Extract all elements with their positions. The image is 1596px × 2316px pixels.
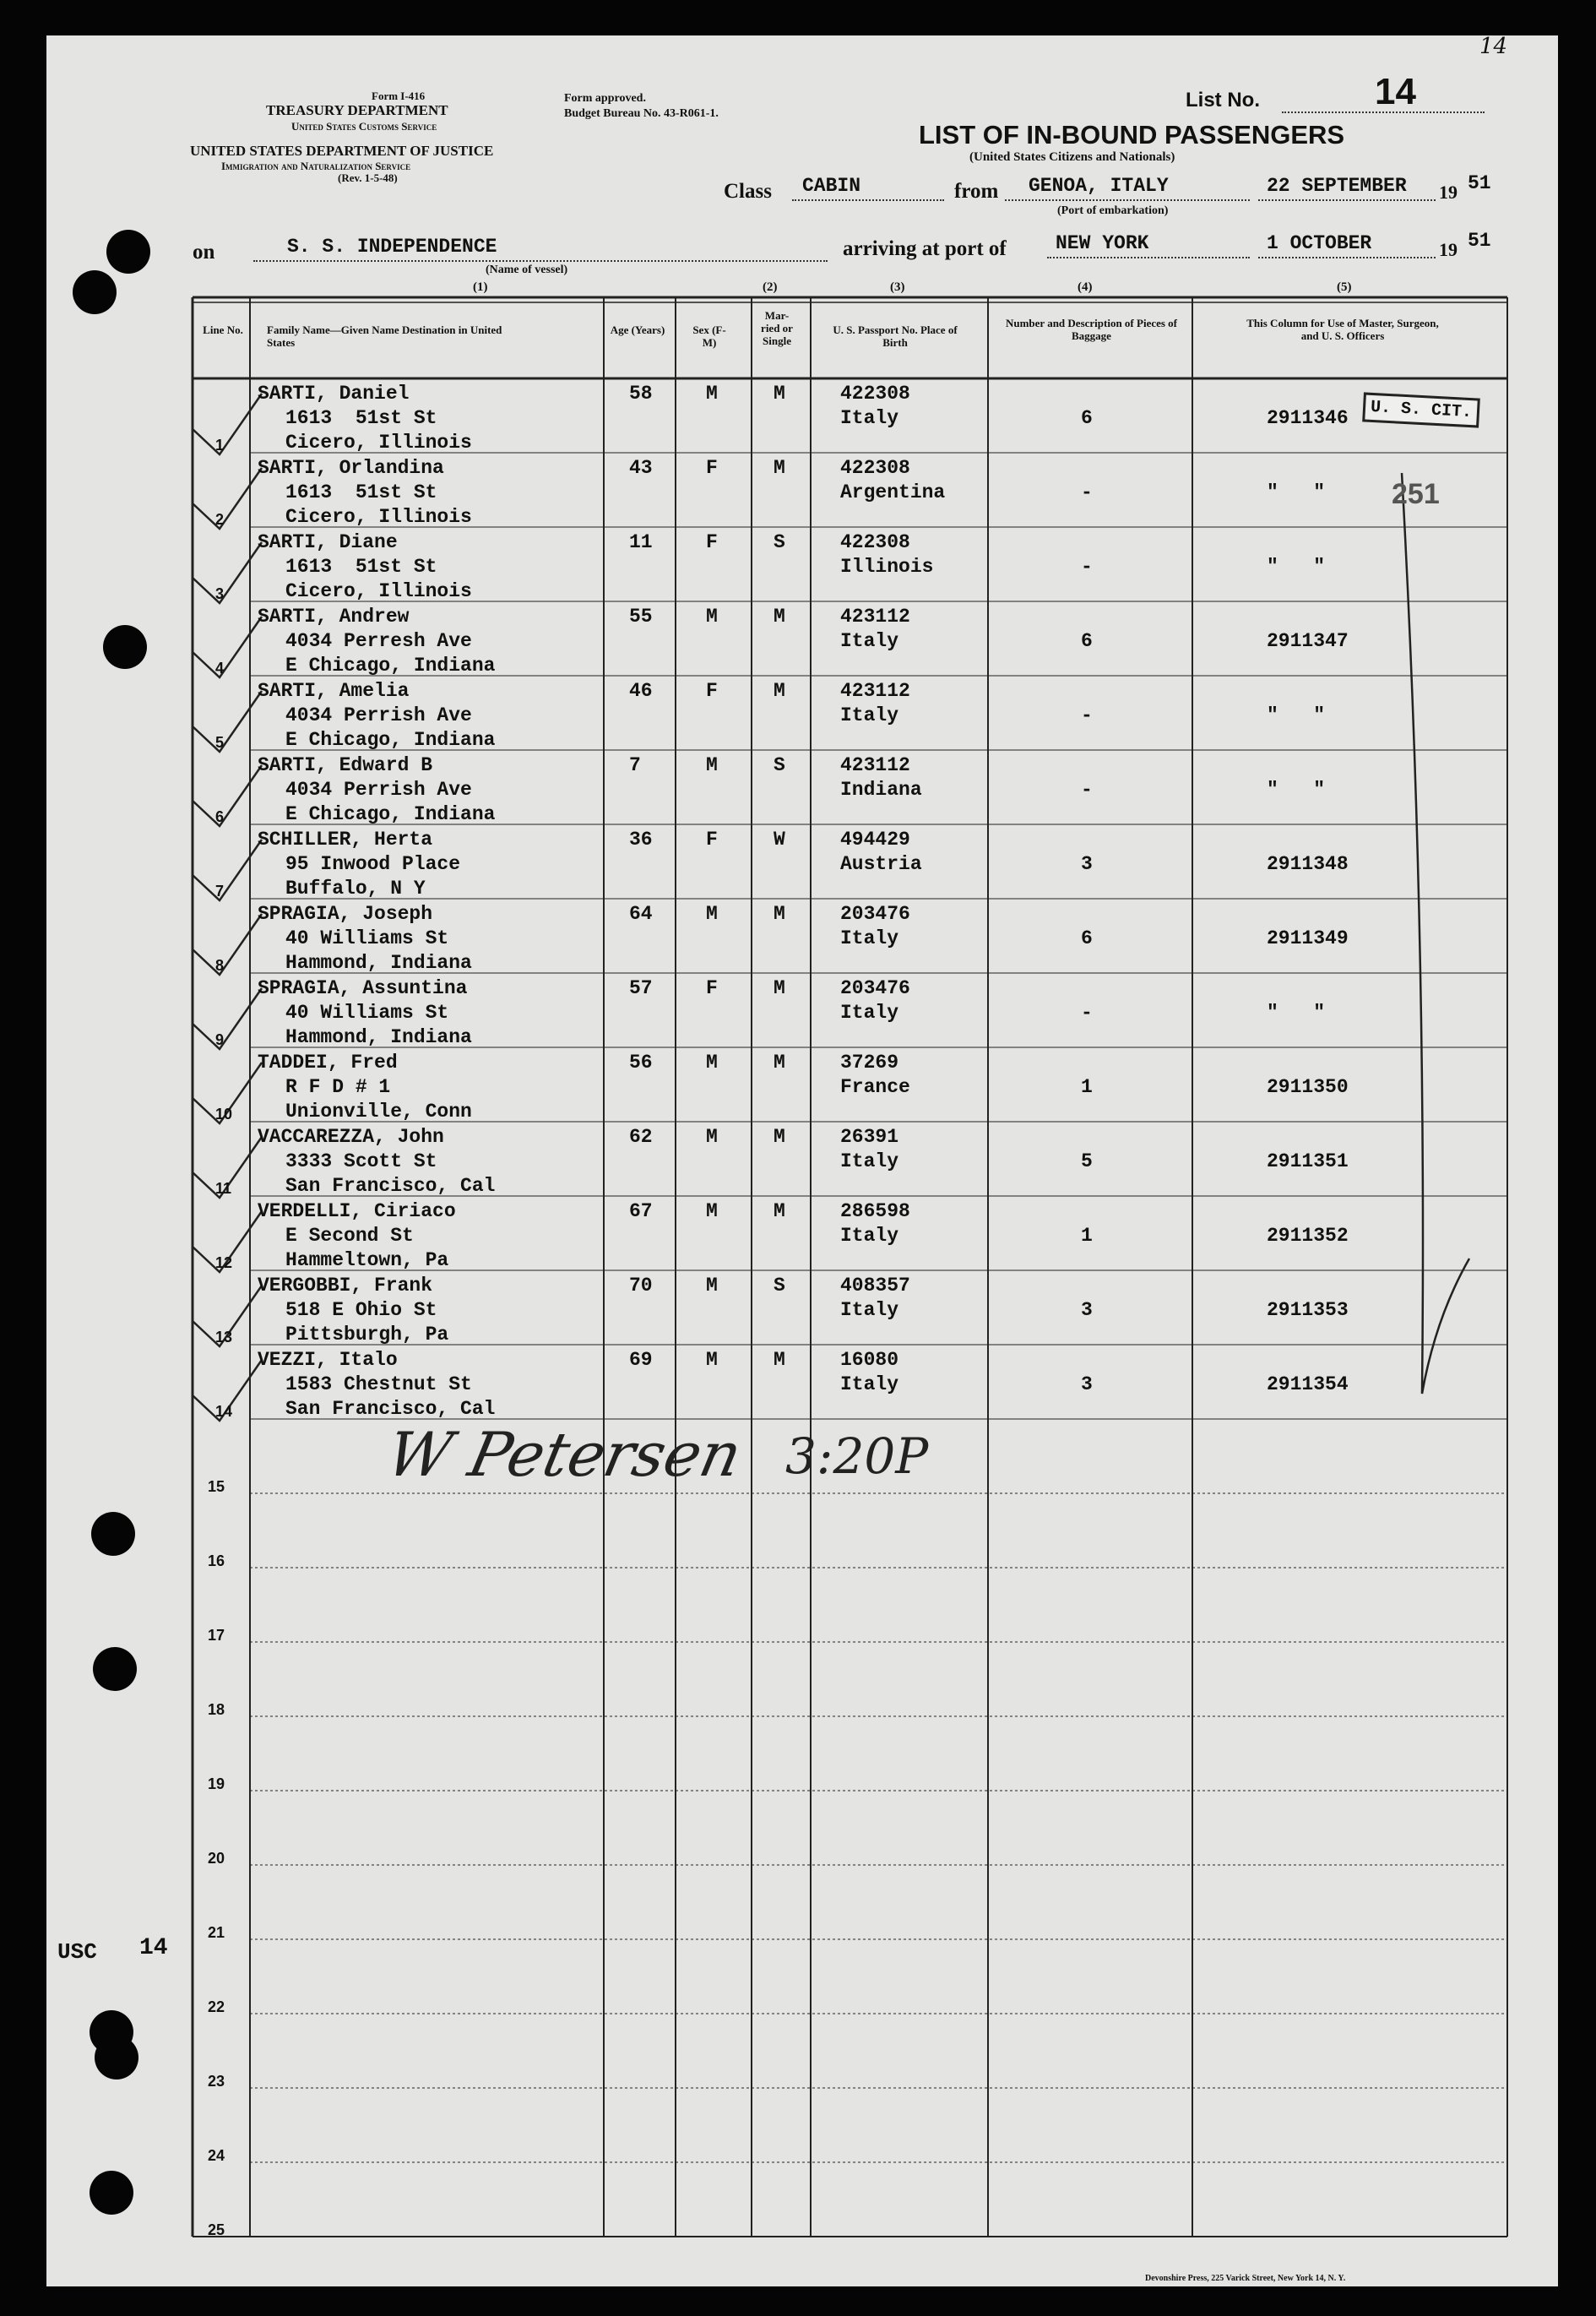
line-number: 6 — [215, 808, 225, 825]
port-value: NEW YORK — [1056, 232, 1149, 254]
passenger-sex: M — [706, 754, 718, 776]
col-header-baggage: Number and Description of Pieces of Baggage — [1005, 317, 1178, 342]
destination-city: E Chicago, Indiana — [285, 655, 496, 677]
col-number-2: (2) — [763, 280, 778, 294]
check-mark — [193, 468, 262, 529]
passenger-age: 58 — [629, 383, 653, 405]
passenger-age: 69 — [629, 1349, 653, 1371]
place-of-birth: Italy — [840, 704, 899, 726]
passenger-age: 67 — [629, 1200, 653, 1222]
passenger-name: VERDELLI, Ciriaco — [258, 1200, 456, 1222]
passport-number: 286598 — [840, 1200, 910, 1222]
line-number: 11 — [215, 1180, 232, 1197]
passenger-sex: M — [706, 1349, 718, 1371]
destination-street: 1613 51st St — [285, 556, 437, 578]
officer-number: 2911354 — [1267, 1373, 1349, 1395]
line-number: 13 — [215, 1329, 233, 1346]
side-label: USC — [57, 1939, 97, 1965]
place-of-birth: Italy — [840, 630, 899, 652]
place-of-birth: Italy — [840, 927, 899, 949]
col-number-4: (4) — [1078, 280, 1093, 294]
officer-number: 2911350 — [1267, 1076, 1349, 1098]
from-value: GENOA, ITALY — [1029, 175, 1169, 197]
destination-city: Pittsburgh, Pa — [285, 1324, 449, 1346]
destination-city: Cicero, Illinois — [285, 580, 472, 602]
destination-city: Unionville, Conn — [285, 1101, 472, 1123]
passenger-sex: F — [706, 531, 718, 553]
officer-number: " " — [1267, 481, 1326, 503]
col-header-name: Family Name—Given Name Destination in United States — [267, 323, 502, 349]
destination-street: 4034 Perresh Ave — [285, 630, 472, 652]
list-no-label: List No. — [1186, 89, 1260, 111]
place-of-birth: Italy — [840, 1002, 899, 1024]
side-number: 14 — [139, 1935, 168, 1961]
from-label: from — [954, 180, 999, 203]
line-number: 16 — [208, 1552, 225, 1569]
baggage-count: 3 — [1081, 1373, 1093, 1395]
passport-number: 422308 — [840, 531, 910, 553]
passenger-sex: F — [706, 457, 718, 479]
place-of-birth: Austria — [840, 853, 922, 875]
check-mark — [193, 914, 262, 975]
line-number: 9 — [215, 1031, 225, 1048]
destination-street: 1613 51st St — [285, 407, 437, 429]
year2-value: 51 — [1468, 230, 1491, 252]
baggage-count: 5 — [1081, 1150, 1093, 1172]
officer-number: 2911353 — [1267, 1299, 1349, 1321]
place-of-birth: Italy — [840, 1373, 899, 1395]
marital-status: M — [774, 903, 785, 925]
place-of-birth: France — [840, 1076, 910, 1098]
col-number-1: (1) — [473, 280, 488, 294]
review-stroke — [1402, 473, 1469, 1394]
form-revision: (Rev. 1-5-48) — [338, 171, 398, 184]
line-number: 10 — [215, 1106, 233, 1123]
destination-street: 4034 Perrish Ave — [285, 779, 472, 801]
line-number: 20 — [208, 1850, 225, 1867]
passenger-sex: M — [706, 1275, 718, 1297]
class-label: Class — [724, 180, 772, 203]
check-mark — [193, 394, 262, 454]
passenger-sex: M — [706, 1052, 718, 1074]
passenger-name: VACCAREZZA, John — [258, 1126, 444, 1148]
destination-city: E Chicago, Indiana — [285, 803, 496, 825]
passenger-age: 46 — [629, 680, 653, 702]
marital-status: S — [774, 754, 785, 776]
marital-status: M — [774, 1200, 785, 1222]
place-of-birth: Italy — [840, 407, 899, 429]
destination-city: Hammond, Indiana — [285, 1026, 472, 1048]
passenger-age: 70 — [629, 1275, 653, 1297]
signature-time: 3:20P — [785, 1427, 929, 1485]
line-number: 17 — [208, 1627, 225, 1644]
class-value: CABIN — [802, 175, 861, 197]
destination-city: E Chicago, Indiana — [285, 729, 496, 751]
passport-number: 494429 — [840, 829, 910, 851]
destination-city: San Francisco, Cal — [285, 1175, 496, 1197]
passenger-name: SPRAGIA, Assuntina — [258, 977, 468, 999]
col-header-married: Mar-ried or Single — [761, 309, 793, 347]
passenger-age: 11 — [629, 531, 653, 553]
officer-number: 2911347 — [1267, 630, 1349, 652]
baggage-count: 6 — [1081, 407, 1093, 429]
officer-number: 2911348 — [1267, 853, 1349, 875]
line-number: 25 — [208, 2221, 225, 2238]
vessel-value: S. S. INDEPENDENCE — [287, 236, 497, 258]
line-number: 21 — [208, 1924, 225, 1941]
page-subtitle: (United States Citizens and Nationals) — [969, 150, 1175, 164]
passport-number: 422308 — [840, 383, 910, 405]
passport-number: 203476 — [840, 977, 910, 999]
passenger-sex: M — [706, 606, 718, 628]
stamp-number: 251 — [1392, 478, 1440, 510]
baggage-count: 6 — [1081, 927, 1093, 949]
passenger-name: VEZZI, Italo — [258, 1349, 398, 1371]
baggage-count: 1 — [1081, 1225, 1093, 1247]
baggage-count: 1 — [1081, 1076, 1093, 1098]
line-number: 12 — [215, 1254, 233, 1271]
check-mark — [193, 988, 262, 1049]
marital-status: M — [774, 680, 785, 702]
passport-number: 423112 — [840, 680, 910, 702]
baggage-count: 6 — [1081, 630, 1093, 652]
year1-value: 51 — [1468, 172, 1491, 194]
check-mark — [193, 542, 262, 603]
baggage-count: - — [1081, 704, 1093, 726]
line-number: 14 — [215, 1403, 233, 1420]
marital-status: W — [774, 829, 785, 851]
officer-number: 2911346 — [1267, 407, 1349, 429]
page-title: LIST OF IN-BOUND PASSENGERS — [919, 120, 1345, 150]
passenger-age: 56 — [629, 1052, 653, 1074]
marital-status: M — [774, 977, 785, 999]
place-of-birth: Italy — [840, 1150, 899, 1172]
place-of-birth: Argentina — [840, 481, 946, 503]
baggage-count: - — [1081, 556, 1093, 578]
on-label: on — [193, 241, 215, 264]
passenger-sex: M — [706, 383, 718, 405]
budget-bureau: Budget Bureau No. 43-R061-1. — [564, 107, 719, 120]
passenger-name: SARTI, Edward B — [258, 754, 433, 776]
passport-number: 16080 — [840, 1349, 899, 1371]
line-number: 23 — [208, 2073, 225, 2090]
passenger-age: 57 — [629, 977, 653, 999]
line-number: 2 — [215, 511, 225, 528]
line-number: 1 — [215, 437, 225, 454]
check-mark — [193, 617, 262, 677]
passenger-sex: M — [706, 1126, 718, 1148]
line-number: 5 — [215, 734, 225, 751]
passenger-age: 64 — [629, 903, 653, 925]
col-header-officers: This Column for Use of Master, Surgeon, and U. S. Officers — [1246, 317, 1439, 342]
form-number: Form I-416 — [372, 90, 426, 102]
check-mark — [193, 691, 262, 752]
col-header-line: Line No. — [203, 323, 243, 336]
officer-number: " " — [1267, 556, 1326, 578]
destination-street: 1583 Chestnut St — [285, 1373, 472, 1395]
passenger-age: 36 — [629, 829, 653, 851]
place-of-birth: Italy — [840, 1225, 899, 1247]
passenger-name: SARTI, Diane — [258, 531, 398, 553]
passport-number: 37269 — [840, 1052, 899, 1074]
line-number: 3 — [215, 585, 225, 602]
officer-number: 2911352 — [1267, 1225, 1349, 1247]
baggage-count: 3 — [1081, 1299, 1093, 1321]
passenger-age: 7 — [629, 754, 641, 776]
line-number: 8 — [215, 957, 225, 974]
baggage-count: - — [1081, 1002, 1093, 1024]
line-number: 4 — [215, 660, 225, 677]
passport-number: 26391 — [840, 1126, 899, 1148]
destination-city: Hammond, Indiana — [285, 952, 472, 974]
inspector-signature: W Petersen — [381, 1419, 748, 1490]
dept-name: TREASURY DEPARTMENT — [266, 102, 448, 118]
baggage-count: - — [1081, 481, 1093, 503]
passport-number: 423112 — [840, 754, 910, 776]
passport-number: 408357 — [840, 1275, 910, 1297]
year1-prefix: 19 — [1439, 182, 1458, 203]
passenger-name: SARTI, Daniel — [258, 383, 410, 405]
destination-street: R F D # 1 — [285, 1076, 391, 1098]
place-of-birth: Italy — [840, 1299, 899, 1321]
list-no-value: 14 — [1375, 71, 1416, 112]
col-header-age: Age (Years) — [610, 323, 665, 336]
passenger-sex: F — [706, 680, 718, 702]
destination-street: 4034 Perrish Ave — [285, 704, 472, 726]
passport-number: 422308 — [840, 457, 910, 479]
passenger-age: 55 — [629, 606, 653, 628]
marital-status: M — [774, 383, 785, 405]
justice-dept: UNITED STATES DEPARTMENT OF JUSTICE — [190, 143, 494, 159]
passenger-sex: M — [706, 1200, 718, 1222]
baggage-count: - — [1081, 779, 1093, 801]
passenger-sex: M — [706, 903, 718, 925]
marital-status: M — [774, 1052, 785, 1074]
passenger-name: SARTI, Amelia — [258, 680, 410, 702]
marital-status: M — [774, 606, 785, 628]
passenger-sex: F — [706, 829, 718, 851]
passenger-name: SCHILLER, Herta — [258, 829, 433, 851]
line-number: 22 — [208, 1998, 225, 2015]
officer-number: " " — [1267, 779, 1326, 801]
line-number: 19 — [208, 1775, 225, 1792]
passenger-name: VERGOBBI, Frank — [258, 1275, 433, 1297]
us-cit-stamp: U. S. CIT. — [1362, 392, 1480, 427]
marital-status: S — [774, 531, 785, 553]
arriving-label: arriving at port of — [843, 237, 1007, 260]
line-number: 18 — [208, 1701, 225, 1718]
passenger-age: 43 — [629, 457, 653, 479]
embark-label: (Port of embarkation) — [1057, 204, 1169, 217]
passenger-name: TADDEI, Fred — [258, 1052, 398, 1074]
destination-street: 518 E Ohio St — [285, 1299, 437, 1321]
corner-mark: 14 — [1479, 34, 1508, 59]
officer-number: 2911351 — [1267, 1150, 1349, 1172]
check-mark — [193, 765, 262, 826]
printer-imprint: Devonshire Press, 225 Varick Street, New York 14, N. Y. — [1145, 2274, 1346, 2283]
passenger-age: 62 — [629, 1126, 653, 1148]
passenger-name: SARTI, Andrew — [258, 606, 410, 628]
destination-city: Cicero, Illinois — [285, 506, 472, 528]
officer-number: 2911349 — [1267, 927, 1349, 949]
marital-status: M — [774, 1349, 785, 1371]
ins-name: Immigration and Naturalization Service — [221, 160, 411, 172]
destination-street: 40 Williams St — [285, 927, 449, 949]
officer-number: " " — [1267, 1002, 1326, 1024]
destination-street: 95 Inwood Place — [285, 853, 461, 875]
destination-street: E Second St — [285, 1225, 414, 1247]
form-approved: Form approved. — [564, 92, 646, 105]
officer-number: " " — [1267, 704, 1326, 726]
date1-value: 22 SEPTEMBER — [1267, 175, 1407, 197]
marital-status: M — [774, 1126, 785, 1148]
destination-city: Cicero, Illinois — [285, 432, 472, 454]
passport-number: 423112 — [840, 606, 910, 628]
line-number: 24 — [208, 2147, 225, 2164]
col-number-3: (3) — [890, 280, 905, 294]
vessel-label: (Name of vessel) — [486, 264, 568, 276]
year2-prefix: 19 — [1439, 239, 1458, 260]
customs-service: United States Customs Service — [291, 120, 437, 133]
marital-status: M — [774, 457, 785, 479]
check-mark — [193, 840, 262, 900]
passenger-name: SARTI, Orlandina — [258, 457, 444, 479]
col-number-5: (5) — [1337, 280, 1352, 294]
date2-value: 1 OCTOBER — [1267, 232, 1372, 254]
destination-street: 1613 51st St — [285, 481, 437, 503]
place-of-birth: Indiana — [840, 779, 922, 801]
marital-status: S — [774, 1275, 785, 1297]
line-number: 15 — [208, 1478, 225, 1495]
passport-number: 203476 — [840, 903, 910, 925]
destination-street: 40 Williams St — [285, 1002, 449, 1024]
passenger-name: SPRAGIA, Joseph — [258, 903, 433, 925]
passenger-sex: F — [706, 977, 718, 999]
line-number: 7 — [215, 883, 225, 900]
destination-street: 3333 Scott St — [285, 1150, 437, 1172]
baggage-count: 3 — [1081, 853, 1093, 875]
destination-city: Hammeltown, Pa — [285, 1249, 449, 1271]
col-header-sex: Sex (F-M) — [692, 323, 726, 349]
destination-city: Buffalo, N Y — [285, 878, 426, 900]
col-header-passport: U. S. Passport No. Place of Birth — [833, 323, 958, 349]
place-of-birth: Illinois — [840, 556, 934, 578]
destination-city: San Francisco, Cal — [285, 1398, 496, 1420]
